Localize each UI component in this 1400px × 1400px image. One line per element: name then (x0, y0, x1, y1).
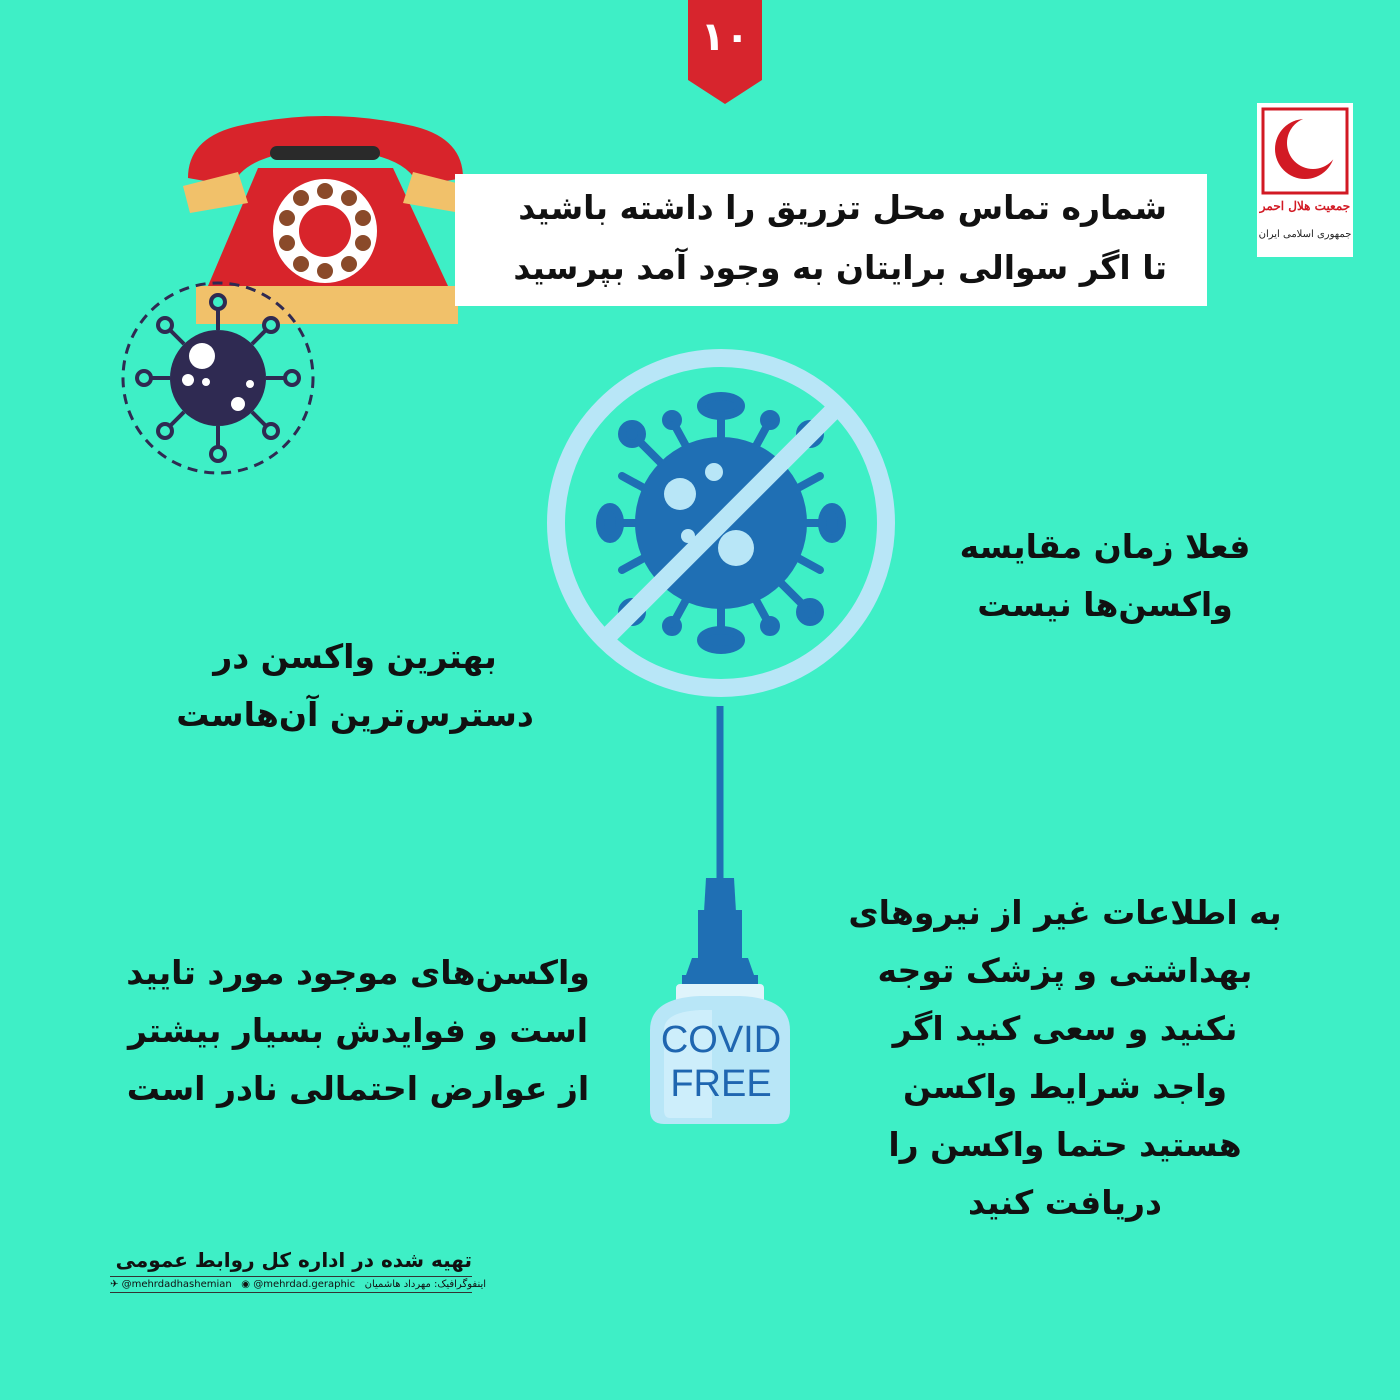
red-crescent-logo (1257, 103, 1353, 257)
page-number-badge (688, 0, 762, 104)
tip-box (455, 174, 1207, 306)
best-vaccine-text (130, 628, 580, 744)
approved-line: واکسن‌های موجود مورد تایید (126, 953, 590, 992)
instagram-icon: ◉ (241, 1279, 251, 1290)
info-line: بهداشتی و پزشک توجه (877, 951, 1253, 990)
compare-text (940, 518, 1270, 634)
approved-line: است و فوایدش بسیار بیشتر (127, 1011, 589, 1050)
designer-credit: اینفوگرافیک: مهرداد هاشمیان (364, 1279, 487, 1290)
credit-title: تهیه شده در اداره کل روابط عمومی (115, 1248, 472, 1272)
best-line: بهترین واکسن در (213, 637, 497, 676)
tip-line-1: شماره تماس محل تزریق را داشته باشید (518, 188, 1167, 227)
credit-subline (110, 1276, 487, 1293)
instagram-handle: @mehrdad.geraphic (253, 1279, 356, 1290)
approved-vaccines-text (96, 944, 620, 1118)
credit (110, 1248, 487, 1293)
no-virus-icon (546, 348, 896, 698)
tip-line-2: تا اگر سوالی برایتان به وجود آمد بپرسید (513, 248, 1167, 287)
covid-free-line-2: FREE (670, 1063, 772, 1105)
info-line: نکنید و سعی کنید اگر (892, 1009, 1238, 1048)
telegram-handle: @mehrdadhashemian (121, 1279, 232, 1290)
approved-line: از عوارض احتمالی نادر است (126, 1069, 590, 1108)
compare-line: واکسن‌ها نیست (977, 585, 1233, 624)
logo-name: جمعیت هلال احمر (1259, 199, 1351, 213)
logo-country: جمهوری اسلامی ایران (1258, 229, 1352, 240)
crescent-icon (1257, 103, 1353, 199)
info-text (830, 884, 1300, 1232)
telegram-icon: ✈ (110, 1279, 119, 1290)
virus-icon (118, 280, 318, 476)
covid-free-label (640, 1018, 802, 1106)
info-line: هستید حتما واکسن را (888, 1125, 1242, 1164)
covid-free-line-1: COVID (660, 1019, 782, 1061)
page-number: ۱۰ (700, 14, 750, 60)
info-line: به اطلاعات غیر از نیروهای (848, 893, 1282, 932)
info-line: واجد شرایط واکسن (903, 1067, 1227, 1106)
info-line: دریافت کنید (968, 1183, 1162, 1222)
compare-line: فعلا زمان مقایسه (959, 527, 1251, 566)
best-line: دسترس‌ترین آن‌هاست (176, 695, 534, 734)
